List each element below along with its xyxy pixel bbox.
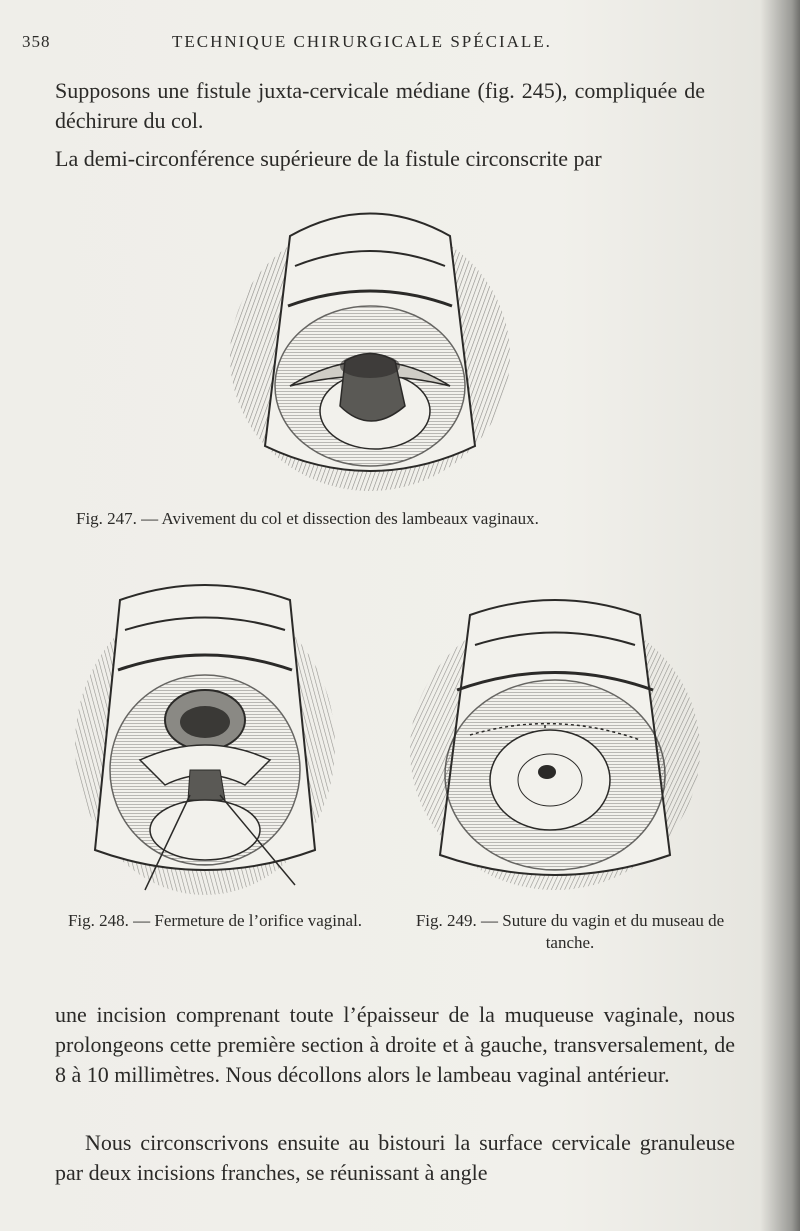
figure-249-engraving	[395, 590, 705, 895]
running-title: TECHNIQUE CHIRURGICALE SPÉCIALE.	[172, 32, 552, 51]
figure-248-illustration	[70, 570, 340, 895]
paragraph-1: Supposons une fistule juxta-cervicale médiane (fig. 245), compliquée de déchirure du col.	[55, 78, 705, 133]
figure-247-caption: Fig. 247. — Avivement du col et dissection des lambeaux vaginaux.	[76, 509, 539, 528]
figure-249-illustration	[395, 590, 705, 895]
paragraph-3: une incision comprenant toute l’épaisseur de la muqueuse vaginale, nous prolongeons cette première section à droite et à gauche, transversalement, de 8 à 10 millimètres. Nous décollons alors le lambeau vaginal antérieur.	[55, 1002, 735, 1087]
page-number: 358	[22, 32, 51, 51]
figure-247-illustration	[220, 196, 520, 496]
figure-248-engraving	[70, 570, 340, 895]
paragraph-2: La demi-circonférence supérieure de la fistule circonscrite par	[55, 146, 602, 171]
figure-248-caption: Fig. 248. — Fermeture de l’orifice vaginal.	[67, 911, 363, 930]
figure-249-caption: Fig. 249. — Suture du vagin et du museau de tanche.	[415, 911, 725, 952]
figure-247-engraving	[220, 196, 520, 496]
paragraph-4: Nous circonscrivons ensuite au bistouri la surface cervicale granuleuse par deux incisions franches, se réunissant à angle	[55, 1130, 735, 1185]
page-header	[22, 32, 762, 58]
